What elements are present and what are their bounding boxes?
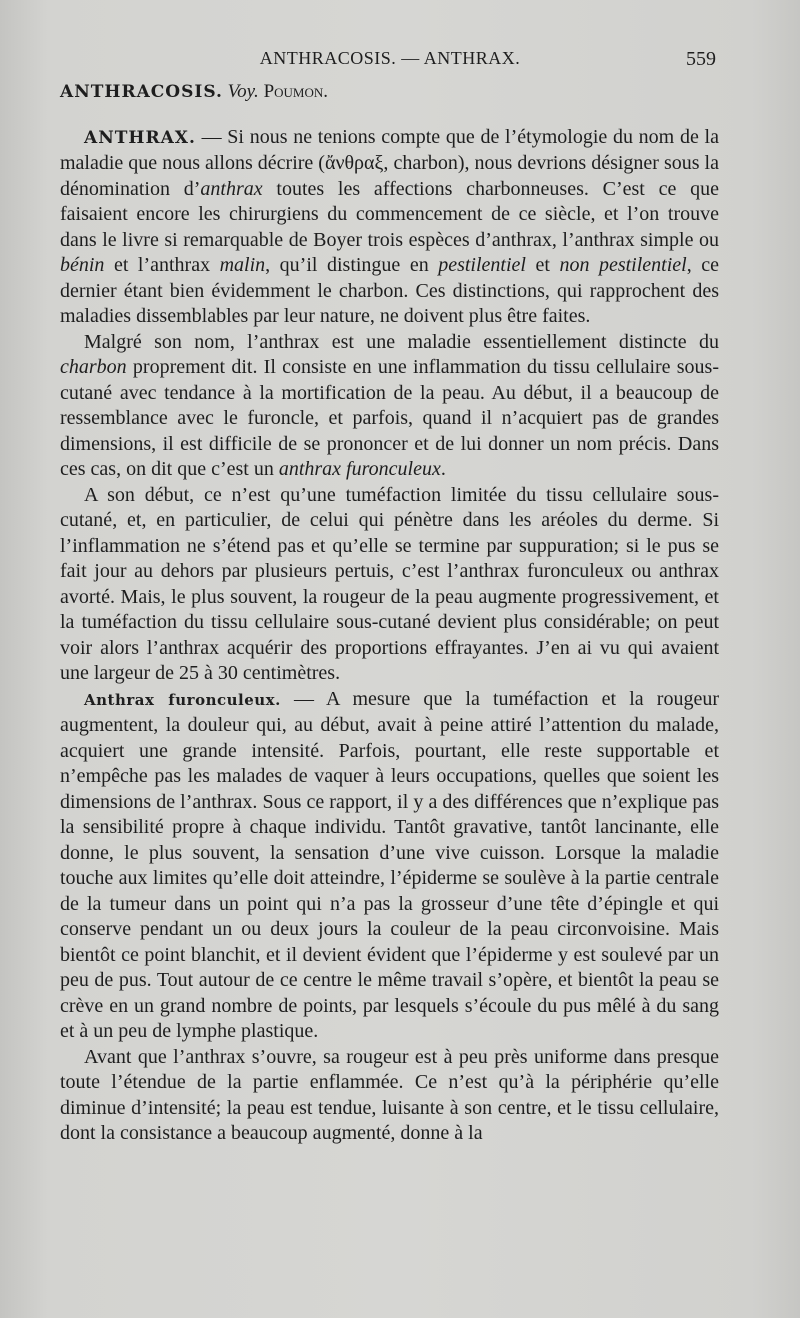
italic-term: pestilentiel [438, 254, 526, 276]
cross-reference-voy: Voy. [227, 81, 259, 102]
paragraph-text: — A mesure que la tuméfaction et la rougeur augmentent, la douleur qui, au début, avait à peine attiré l’attention du malade, acquiert une grande intensité. Parfois, pourtant, elle reste supportable et n’empêche pas les malades de vaquer à leurs occupations, quelles que soient les dimensions de l’anthrax. Sous ce rapport, il y a des différences que n’explique pas la sensibilité propre à chaque individu. Tantôt gravative, tantôt lancinante, elle donne, le plus souvent, la sensation d’une vive cuisson. Lorsque la maladie touche aux limites qu’elle doit atteindre, l’épiderme se soulève à la partie centrale de la tumeur dans un point qui n’a pas la grosseur d’une tête d’épingle et qui conserve pendant un ou deux jours la couleur de la peau circonvoisine. Mais bientôt ce point blanchit, et il devient évident que l’épiderme y est soulevé par un peu de pus. Tout autour de ce centre le même travail s’opère, et bientôt la peau se crève en un grand nombre de points, par lesquels s’écoule du pus mêlé à du sang et à un peu de lymphe plastique. [60, 687, 719, 1042]
cross-reference-target: Poumon. [263, 81, 328, 102]
running-title: ANTHRACOSIS. — ANTHRAX. [259, 48, 521, 68]
running-head [60, 44, 720, 74]
italic-term: anthrax [200, 177, 263, 200]
paragraph-definition [60, 330, 719, 483]
paragraph-text: A son début, ce n’est qu’une tuméfaction limitée du tissu cellulaire sous-cutané, et, en particulier, de celui qui pénètre dans les aréoles du derme. Si l’inflammation ne s’étend pas et qu’elle se termine par suppuration; si le pus se fait jour au dehors par plusieurs pertuis, c’est l’anthrax furonculeux ou anthrax avorté. Mais, le plus souvent, la rougeur de la peau augmente progressivement, et la tuméfaction du tissu cellulaire sous-cutané devient plus considérable; on peut voir alors l’anthrax acquérir des proportions effrayantes. J’en ai vu qui avaient une largeur de 25 à 30 centimètres. [60, 483, 719, 684]
entry-headword-anthrax: ANTHRAX. [84, 127, 196, 148]
paragraph-text: et l’anthrax [104, 254, 220, 276]
paragraph-text: toutes les affections charbonneuses. C’est ce que faisaient encore les chirurgiens du commencement de ce siècle, et l’on trouve dans le livre si remarquable de Boyer trois espèces d’anthrax, l’anthrax simple ou [60, 177, 720, 251]
paragraph-text: — Si nous ne tenions compte que de l’étymologie du nom de la maladie que nous allons décrire (ἄνθραξ, charbon), nous devrions désigner sous la dénomination d’ [60, 125, 719, 200]
paragraph-onset [60, 483, 719, 687]
paragraph-text: , qu’il distingue en [265, 254, 439, 276]
subsection-heading: Anthrax furonculeux. [84, 690, 281, 709]
paragraph-text: proprement dit. Il consiste en une inflammation du tissu cellulaire sous-cutané avec tendance à la mortification de la peau. Au début, il a beaucoup de ressemblance avec le furoncle, et parfois, quand il n’acquiert pas de grandes dimensions, il est difficile de se prononcer et de lui donner un nom précis. Dans ces cas, on dit que c’est un [60, 356, 719, 480]
paragraph-text: Malgré son nom, l’anthrax est une maladie essentiellement distincte du [84, 330, 719, 353]
paragraph-text: , ce dernier étant bien évidemment le charbon. Ces distinctions, qui rapprochent des maladies dissemblables par leur nature, ne doivent plus être faites. [60, 254, 720, 327]
paragraph-text: . [440, 458, 446, 480]
body-text [60, 79, 719, 1147]
paragraph-text: et [525, 254, 560, 276]
paragraph-before-opening [60, 1045, 719, 1147]
paragraph-anthrax-furonculeux [60, 687, 719, 1045]
entry-anthracosis [60, 79, 719, 106]
italic-term: non pestilentiel [559, 254, 687, 276]
paragraph-text: Avant que l’anthrax s’ouvre, sa rougeur est à peu près uniforme dans presque toute l’étendue de la partie enflammée. Ce n’est qu’à la périphérie qu’elle diminue d’intensité; la peau est tendue, luisante à son centre, et le tissu cellulaire, dont la consistance a beaucoup augmenté, donne à la [60, 1045, 719, 1144]
italic-term: bénin [60, 254, 105, 276]
entry-headword-anthracosis: ANTHRACOSIS. [60, 82, 223, 102]
paragraph-anthrax-intro [60, 125, 719, 330]
page-number: 559 [686, 48, 716, 70]
italic-term: charbon [60, 356, 127, 378]
italic-term: malin [219, 254, 266, 276]
italic-term: anthrax furonculeux [278, 458, 441, 480]
